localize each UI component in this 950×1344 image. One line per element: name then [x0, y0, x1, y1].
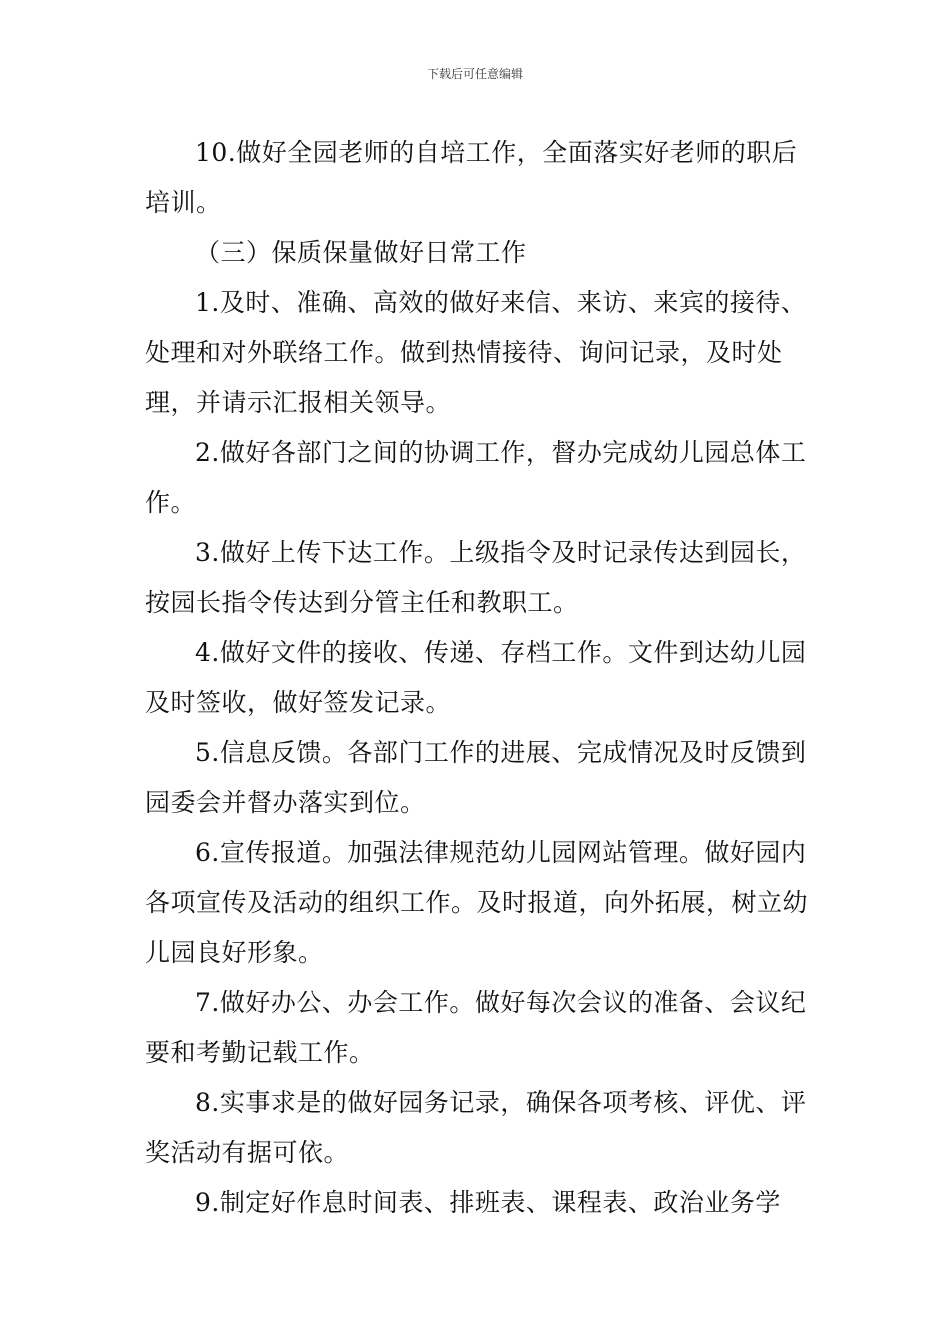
paragraph-item-5: 5.信息反馈。各部门工作的进展、完成情况及时反馈到园委会并督办落实到位。 [145, 738, 807, 817]
paragraph-item-6: 6.宣传报道。加强法律规范幼儿园网站管理。做好园内各项宣传及活动的组织工作。及时报道，向外拓展，树立幼儿园良好形象。 [145, 838, 809, 967]
page-header: 下载后可任意编辑 [426, 67, 523, 81]
paragraph-item-3: 3.做好上传下达工作。上级指令及时记录传达到园长，按园长指令传达到分管主任和教职工。 [145, 538, 807, 617]
paragraph-item-10: 10.做好全园老师的自培工作，全面落实好老师的职后培训。 [145, 138, 798, 217]
paragraph-item-9: 9.制定好作息时间表、排班表、课程表、政治业务学 [195, 1188, 781, 1217]
paragraph-item-8: 8.实事求是的做好园务记录，确保各项考核、评优、评奖活动有据可依。 [145, 1088, 807, 1167]
document-body [145, 128, 810, 1228]
paragraph-item-2: 2.做好各部门之间的协调工作，督办完成幼儿园总体工作。 [145, 438, 807, 517]
section-heading: （三）保质保量做好日常工作 [195, 238, 527, 267]
paragraph-item-4: 4.做好文件的接收、传递、存档工作。文件到达幼儿园及时签收，做好签发记录。 [145, 638, 807, 717]
paragraph-item-7: 7.做好办公、办会工作。做好每次会议的准备、会议纪要和考勤记载工作。 [145, 988, 807, 1067]
paragraph-item-1: 1.及时、准确、高效的做好来信、来访、来宾的接待、处理和对外联络工作。做到热情接待、询问记录，及时处理，并请示汇报相关领导。 [145, 288, 807, 417]
